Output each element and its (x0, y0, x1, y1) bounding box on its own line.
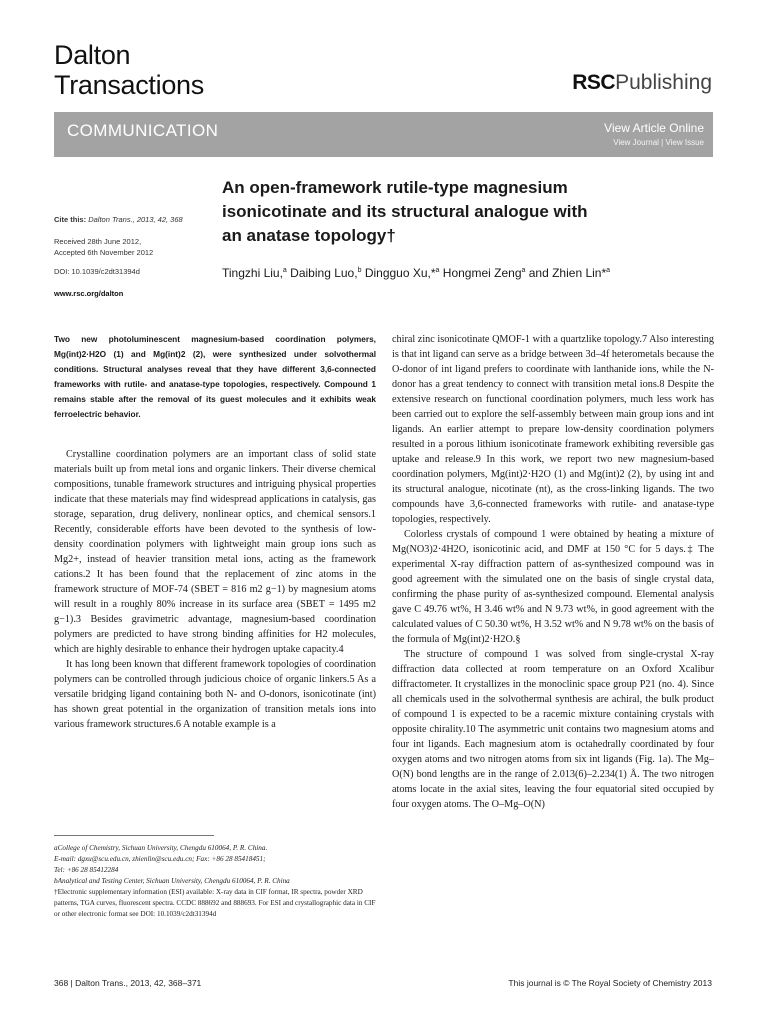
author-name: and Zhien Lin* (528, 266, 607, 280)
footnote-affiliation-a: aCollege of Chemistry, Sichuan University, Chengdu 610064, P. R. China. (54, 844, 268, 852)
citation-info (54, 214, 214, 225)
publisher-logo (572, 71, 712, 95)
footnote-tel: Tel: +86 28 85412284 (54, 866, 119, 874)
received-date: Received 28th June 2012, (54, 237, 142, 246)
publisher-logo-bold: RSC (572, 71, 616, 94)
article-type-label: COMMUNICATION (67, 121, 219, 140)
author-affiliation-mark: a (521, 267, 526, 274)
article-title-line3: an anatase topology† (222, 226, 396, 245)
view-article-online-link[interactable]: View Article Online (604, 121, 704, 135)
view-journal-link[interactable]: View Journal (613, 138, 659, 147)
author-name: Dingguo Xu,* (364, 266, 436, 280)
author-name: Daibing Luo, (290, 266, 358, 280)
body-left-column (54, 447, 376, 732)
author-name: Tingzhi Liu, (222, 266, 283, 280)
article-title-line2: isonicotinate and its structural analogue with (222, 202, 588, 221)
author-affiliation-mark: a (606, 267, 611, 274)
body-paragraph: Crystalline coordination polymers are an important class of solid state materials built up from metal ions and organic linkers. Their diverse chemical compositions, tunable framework structures and intriguing physical properties indicate that these materials may find widespread applications in catalysis, gas storage, separation, drug delivery, nonlinear optics, and chemical sensors.1 Recently, considerable efforts have been devoted to the synthesis of low-density coordination polymers with lightweight main group ions such as Mg2+, instead of heavier transition metal ions, acting as the framework cations.2 It has been found that the replacement of zinc atoms in the framework structure of MOF-74 (SBET = 816 m2 g−1) by magnesium atoms will result in a roughly 80% increase in its surface area (SBET = 1495 m2 g−1).3 Besides gravimetric advantage, magnesium-based coordination polymers are predicted to have strong binding affinities for H2 molecules, which are highly desirable to enhance their hydrogen uptake capacity.4 (54, 449, 376, 655)
view-links-separator: | (658, 138, 666, 147)
doi-text: DOI: 10.1039/c2dt31394d (54, 267, 140, 276)
body-paragraph: It has long been known that different framework topologies of coordination polymers can be controlled through judicious choice of organic linkers.5 As a versatile bridging ligand containing both N- and O-donors, isonicotinate (int) has shown great potential in the organization of transition metals ions into various framework structures.6 A notable example is a (54, 659, 376, 730)
page-footer-copyright: This journal is © The Royal Society of Chemistry 2013 (508, 978, 712, 988)
body-paragraph: The structure of compound 1 was solved from single-crystal X-ray diffraction data collected at room temperature on an Oxford Xcalibur diffractometer. It crystallizes in the monoclinic space group P21 (no. 4). Since all chemicals used in the solvothermal synthesis are achiral, the bulk product of compound 1 is expected to be a racemic mixture containing crystals with opposite chirality.10 The asymmetric unit contains two magnesium atoms and four int ligands. Each magnesium atom is octahedrally coordinated by four oxygen atoms and two nitrogen atoms from six int ligands (Fig. 1a). The Mg–O(N) bond lengths are in the range of 2.013(6)–2.234(1) Å. The two nitrogen atoms locate in the axial sites, leaving the four equatorial sited occupied by four oxygen atoms. The O–Mg–O(N) (392, 649, 714, 810)
abstract: Two new photoluminescent magnesium-based coordination polymers, Mg(int)2·H2O (1) and Mg(int)2 (2), were synthesized under solvothermal conditions. Structural analyses reveal that they have different 3,6-connected frameworks with rutile- and anatase-type topologies, respectively. Compound 1 remains stable after the removal of its guest molecules and it exhibits weak ferroelectric behavior. (54, 334, 376, 419)
footnote-email: E-mail: dgxu@scu.edu.cn, zhienlin@scu.edu.cn; Fax: +86 28 85418451; (54, 855, 266, 863)
received-dates (54, 236, 214, 258)
author-affiliation-mark: a (435, 267, 440, 274)
cite-label: Cite this: (54, 215, 87, 224)
article-title (222, 176, 682, 248)
page-footer-citation: 368 | Dalton Trans., 2013, 42, 368–371 (54, 978, 202, 988)
view-issue-link[interactable]: View Issue (665, 138, 704, 147)
author-list (222, 266, 702, 280)
footnote-esi: †Electronic supplementary information (ESI) available: X-ray data in CIF format, IR spectra, powder XRD patterns, TGA curves, fluorescent spectra. CCDC 888692 and 888693. For ESI and crystallographic data in CIF or other electronic format see DOI: 10.1039/c2dt31394d (54, 888, 376, 918)
body-paragraph: Colorless crystals of compound 1 were obtained by heating a mixture of Mg(NO3)2·4H2O, isonicotinic acid, and DMF at 150 °C for 5 days.‡ The experimental X-ray diffraction pattern of as-synthesized compound was in good agreement with the simulated one on the basis of single crystal data, confirming the phase purity of as-synthesized compound. Elemental analysis gave C 49.76 wt%, H 3.46 wt% and N 9.73 wt%, in good agreement with the calculated values of C 50.30 wt%, H 3.52 wt% and N 9.78 wt% on the basis of the formula of Mg(int)2·H2O.§ (392, 529, 714, 645)
journal-url-link[interactable]: www.rsc.org/dalton (54, 289, 124, 298)
body-right-column (392, 332, 714, 812)
footnote-divider (54, 835, 214, 836)
footnote-affiliation-b: bAnalytical and Testing Center, Sichuan University, Chengdu 610064, P. R. China (54, 877, 290, 885)
author-affiliation-mark: a (282, 267, 287, 274)
journal-title (54, 40, 204, 100)
cite-text: Dalton Trans., 2013, 42, 368 (88, 215, 183, 224)
view-links (613, 138, 704, 147)
journal-title-line2: Transactions (54, 70, 204, 100)
author-name: Hongmei Zeng (442, 266, 522, 280)
author-affiliation-mark: b (357, 267, 362, 274)
footnotes (54, 843, 376, 920)
body-paragraph: chiral zinc isonicotinate QMOF-1 with a quartzlike topology.7 Also interesting is that int ligand can serve as a bridge between 3d–4f heterometals because the O-donor of int ligand prefers to coordinate with lanthanide ions, while the N-donor has a great tendency to connect with transition metal ions.8 Despite the extensive research on functional coordination polymers, much less work has been carried out to explore the self-assembly between main group ions and int ligands. An earlier attempt to prepare low-density coordination polymers resulted in a porous lithium isonicotinate framework exhibiting reversible gas uptake and release.9 In this work, we report two new magnesium-based coordination polymers, Mg(int)2·H2O (1) and Mg(int)2 (2), by using int and its structural analogue, nicotinate (nt), as the cross-linking ligands. The two compounds have 3,6-connected frameworks with rutile- and anatase-type topologies, respectively. (392, 334, 714, 525)
journal-title-line1: Dalton (54, 40, 131, 70)
accepted-date: Accepted 6th November 2012 (54, 248, 154, 257)
article-title-line1: An open-framework rutile-type magnesium (222, 178, 568, 197)
publisher-logo-rest: Publishing (615, 71, 712, 94)
